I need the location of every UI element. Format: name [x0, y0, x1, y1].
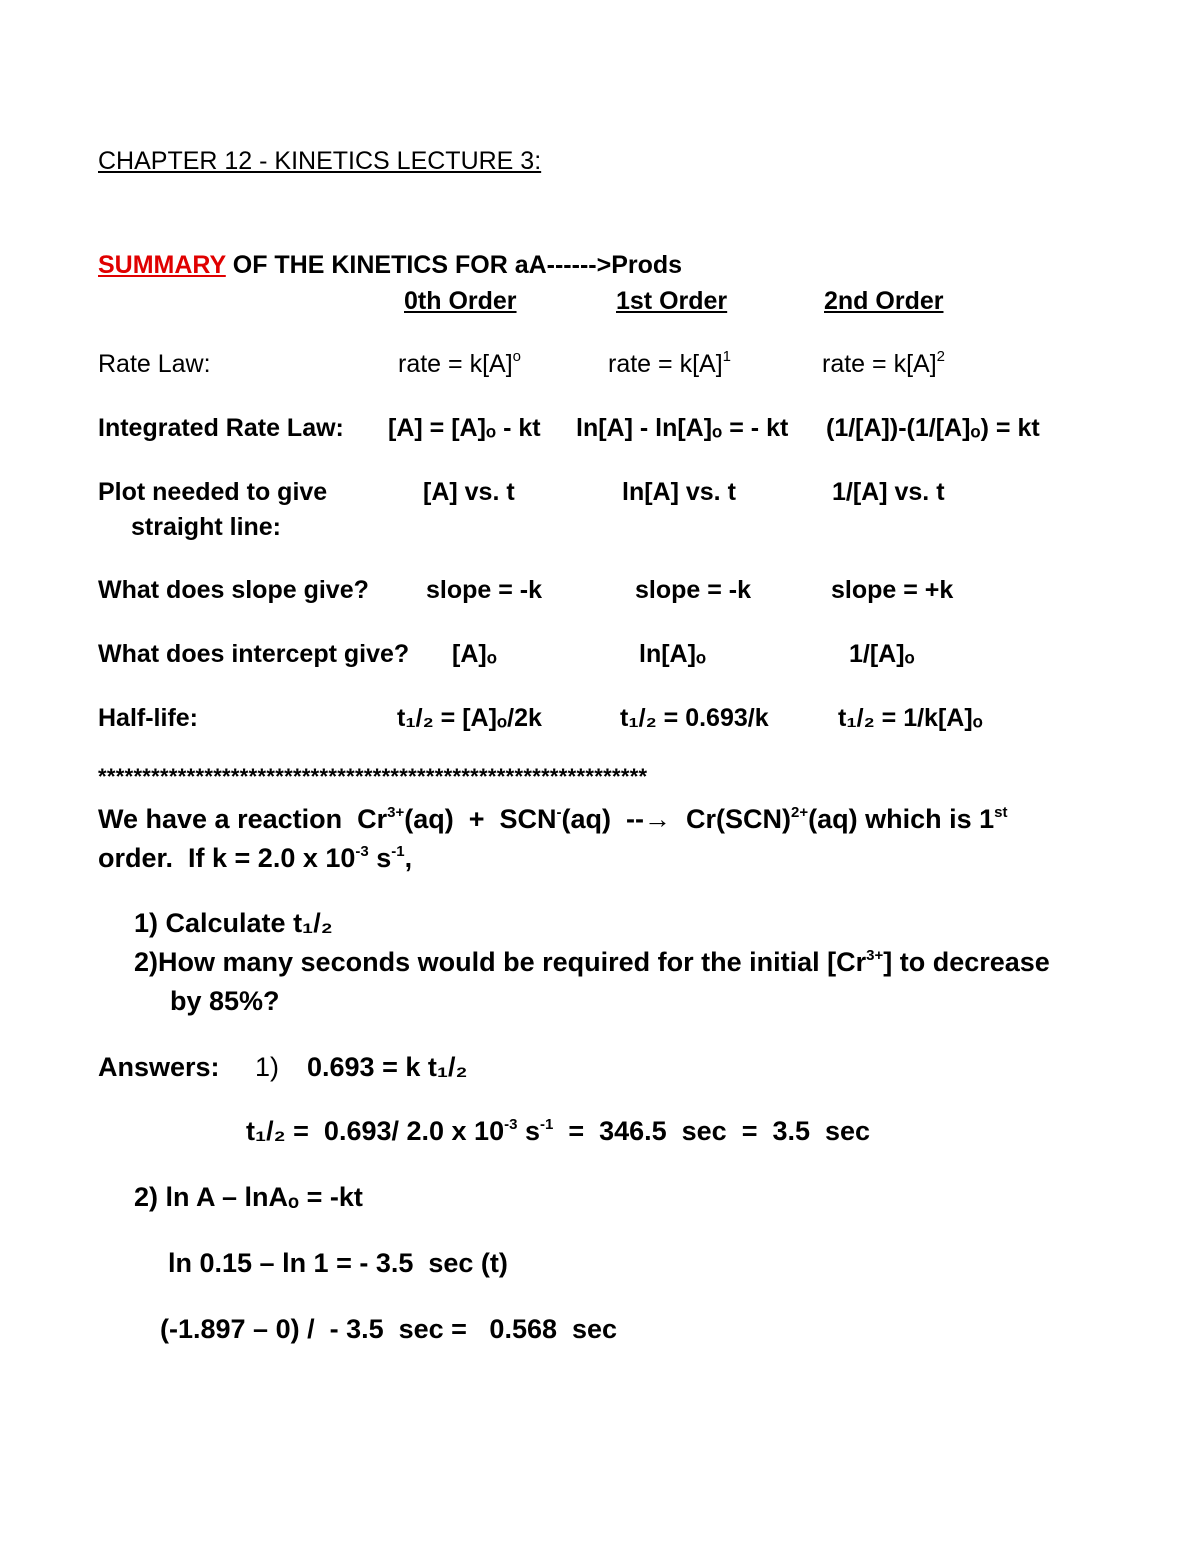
header-0th-order: 0th Order	[404, 287, 517, 315]
rate-law-1st: rate = $k[A]^1$	[608, 348, 731, 378]
rate-law-2nd: rate = $k[A]^2$	[822, 348, 945, 378]
problem-line1: We have a reaction $Cr^{3+}(aq) + SCN^-(aq)$ --→ Cr(SCN)$^{2+}$(aq) which is 1st	[98, 804, 1008, 834]
answer-2-substitution: ln 0.15 – ln 1 = - 3.5 sec (t)	[168, 1248, 508, 1278]
header-2nd-order: 2nd Order	[824, 287, 944, 315]
intercept-label: What does intercept give?	[98, 640, 410, 668]
page-title: CHAPTER 12 - KINETICS LECTURE 3:	[98, 147, 542, 175]
half-life-0th: t₁/₂ = [A]ₒ/2k	[397, 704, 542, 732]
asterisk-divider: **************************************************************	[98, 764, 648, 789]
summary-heading	[98, 250, 682, 280]
question-2-number: 2)	[134, 947, 159, 977]
header-1st-order: 1st Order	[616, 287, 728, 315]
answer-1-equation: 0.693 = k t₁/₂	[307, 1052, 468, 1082]
answer-2-result: (-1.897 – 0) / - 3.5 sec = 0.568 sec	[160, 1314, 618, 1344]
integrated-2nd: (1/[A])-(1/[A]ₒ) = kt	[826, 414, 1040, 442]
answers-label: Answers:	[98, 1052, 220, 1082]
rate-law-label: Rate Law:	[98, 350, 211, 378]
integrated-0th: [A] = [A]ₒ - kt	[388, 414, 541, 442]
question-1: 1) Calculate t₁/₂	[134, 908, 333, 938]
slope-1st: slope = -k	[635, 576, 752, 604]
intercept-1st: ln[A]ₒ	[639, 640, 707, 668]
answer-1-calculation: t₁/₂ = 0.693/ 2.0 x $10^{-3}$ $s^{-1} = 346.5$ sec = 3.5 sec	[246, 1116, 871, 1146]
answer-2-equation: 2) ln A – lnAₒ = -kt	[134, 1182, 363, 1212]
integrated-1st: ln[A] - ln[A]ₒ = - kt	[576, 414, 789, 442]
question-1-number: 1)	[134, 908, 159, 938]
half-life-2nd: t₁/₂ = 1/k[A]ₒ	[838, 704, 983, 732]
slope-2nd: slope = +k	[831, 576, 954, 604]
intercept-0th: [A]ₒ	[452, 640, 497, 668]
rate-law-0th: rate = $k[A]^o$	[398, 348, 521, 378]
plot-0th: [A] vs. t	[423, 478, 515, 506]
plot-2nd: 1/[A] vs. t	[832, 478, 945, 506]
intercept-2nd: 1/[A]ₒ	[849, 640, 915, 668]
problem-line2: order. If k = 2.0 x $10^{-3}$ $s^{-1}$,	[98, 843, 413, 873]
slope-0th: slope = -k	[426, 576, 543, 604]
summary-keyword: SUMMARY	[98, 251, 226, 279]
plot-label-line1: Plot needed to give	[98, 478, 328, 506]
question-2-line2: by 85%?	[170, 986, 280, 1016]
half-life-1st: t₁/₂ = 0.693/k	[620, 704, 769, 732]
plot-label-line2: straight line:	[131, 513, 282, 541]
integrated-label: Integrated Rate Law:	[98, 414, 344, 442]
slope-label: What does slope give?	[98, 576, 369, 604]
question-2: 2)How many seconds would be required for the initial $[Cr^{3+}]$ to decrease	[134, 947, 1050, 977]
half-life-label: Half-life:	[98, 704, 198, 732]
plot-1st: ln[A] vs. t	[622, 478, 736, 506]
summary-heading-rest: OF THE KINETICS FOR aA------>Prods	[225, 251, 683, 279]
answer-1-number: 1)	[255, 1052, 280, 1082]
